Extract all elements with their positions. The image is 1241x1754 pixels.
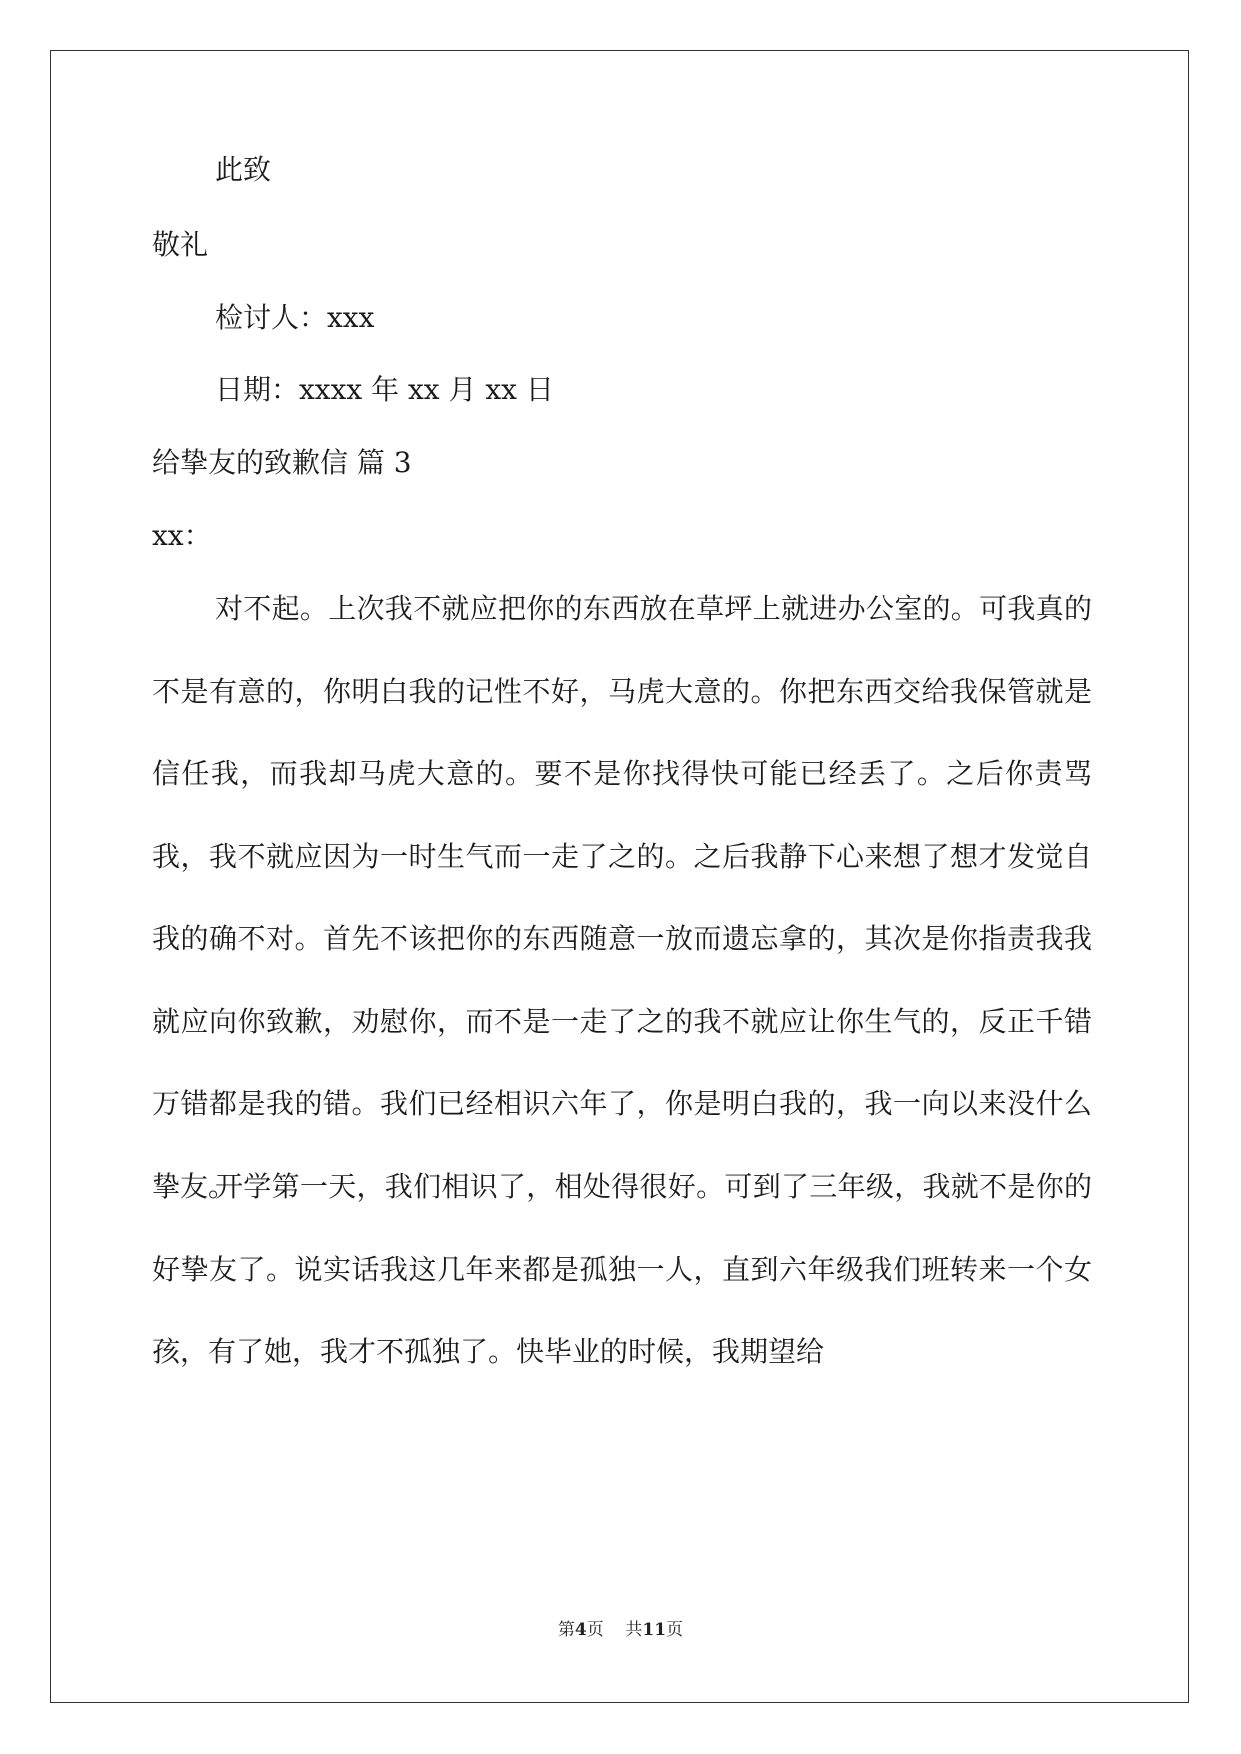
closing-salutation-2: 敬礼 <box>152 228 209 261</box>
signer-line: 检讨人：xxx <box>215 301 375 334</box>
footer-current-page: 4 <box>574 1620 587 1640</box>
addressee: xx： <box>152 519 212 552</box>
footer-total-pages: 11 <box>642 1620 667 1640</box>
body-paragraph-2: 开学第一天，我们相识了，相处得很好。可到了三年级，我就不是你的好挚友了。说实话我这几年来都是孤独一人，直到六年级我们班转来一个女孩，有了她，我才不孤独了。快毕业的时候，我期望给 <box>152 1170 1092 1368</box>
page-footer <box>0 1615 1241 1640</box>
footer-prefix: 第 <box>557 1620 575 1640</box>
closing-salutation-1: 此致 <box>215 153 272 186</box>
footer-total-prefix: 共 <box>625 1620 643 1640</box>
footer-page-unit: 页 <box>586 1620 604 1640</box>
date-line: 日期：xxxx 年 xx 月 xx 日 <box>215 373 554 406</box>
body-paragraph-1: 对不起。上次我不就应把你的东西放在草坪上就进办公室的。可我真的不是有意的，你明白我的记性不好，马虎大意的。你把东西交给我保管就是信任我，而我却马虎大意的。要不是你找得快可能已经丢了。之后你责骂我，我不就应因为一时生气而一走了之的。之后我静下心来想了想才发觉自我的确不对。首先不该把你的东西随意一放而遗忘拿的，其次是你指责我我就应向你致歉，劝慰你，而不是一走了之的我不就应让你生气的，反正千错万错都是我的错。我们已经相识六年了，你是明白我的，我一向以来没什么挚友。 <box>152 592 1092 1203</box>
footer-total-unit: 页 <box>666 1620 684 1640</box>
section-heading: 给挚友的致歉信 篇 3 <box>152 446 412 479</box>
